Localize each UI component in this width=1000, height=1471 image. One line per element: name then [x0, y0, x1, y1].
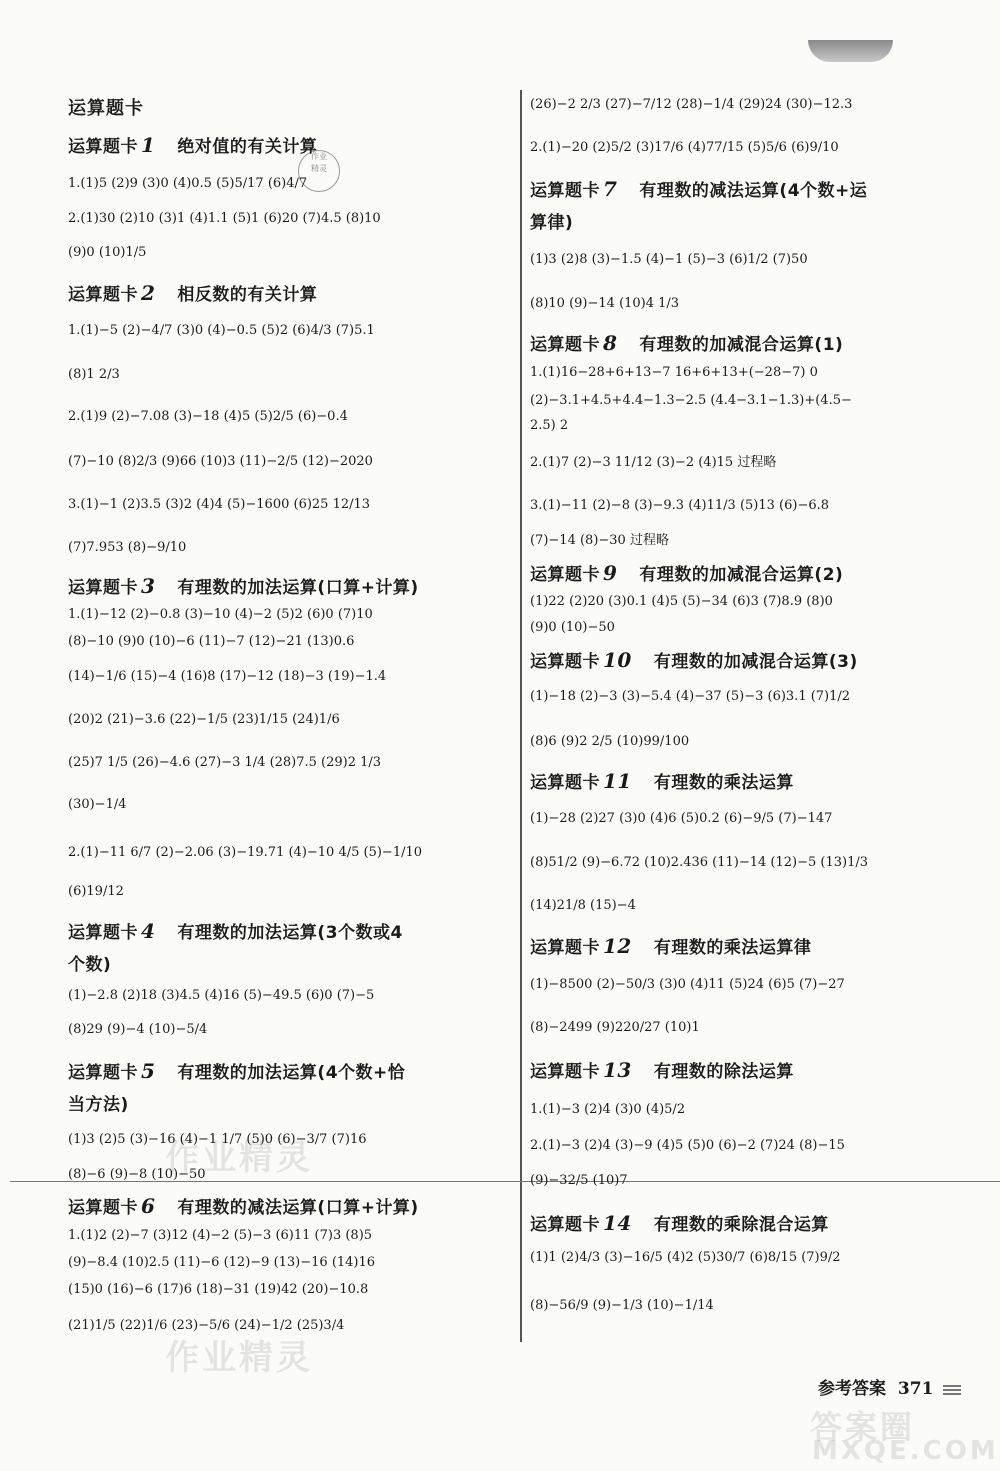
section-name: 有理数的减法运算(4个数+运: [639, 181, 868, 201]
section-label: 运算题卡: [530, 1215, 600, 1235]
section-title: [530, 1210, 970, 1238]
answer-line: (8)1 2/3: [68, 367, 120, 382]
section-label: 运算题卡: [530, 938, 600, 958]
section-number: 10: [603, 648, 632, 672]
answer-line: (1)−8500 (2)−50/3 (3)0 (4)11 (5)24 (6)5 (7)−27: [530, 977, 845, 992]
section-title: [530, 768, 970, 796]
answer-line: (7)−14 (8)−30 过程略: [530, 533, 669, 548]
answer-line: (8)−6 (9)−8 (10)−50: [68, 1167, 206, 1182]
section-name: 有理数的减法运算(口算+计算): [177, 1198, 419, 1218]
footer-bar-icon: [943, 1383, 961, 1395]
section-number: 1: [141, 133, 156, 157]
watermark-mark: 作业精灵: [165, 1138, 313, 1178]
answer-line: (1)−18 (2)−3 (3)−5.4 (4)−37 (5)−3 (6)3.1 (7)1/2: [530, 689, 851, 704]
section-name: 绝对值的有关计算: [177, 137, 318, 157]
answer-line: (30)−1/4: [68, 797, 127, 812]
page-footer: [818, 1374, 961, 1399]
section-number: 12: [603, 934, 632, 958]
answer-line: (14)21/8 (15)−4: [530, 898, 636, 913]
answer-line: 1.(1)2 (2)−7 (3)12 (4)−2 (5)−3 (6)11 (7)3 (8)5: [68, 1228, 373, 1243]
answer-line: 2.5) 2: [530, 418, 569, 433]
section-number: 3: [141, 574, 156, 598]
section-number: 13: [603, 1058, 632, 1082]
section-name: 有理数的加减混合运算(1): [639, 335, 844, 355]
answer-line: (1)22 (2)20 (3)0.1 (4)5 (5)−34 (6)3 (7)8.9 (8)0: [530, 594, 833, 609]
section-number: 5: [141, 1059, 156, 1083]
answer-line: 2.(1)−11 6/7 (2)−2.06 (3)−19.71 (4)−10 4/5 (5)−1/10: [68, 845, 423, 860]
answer-line: 1.(1)−3 (2)4 (3)0 (4)5/2: [530, 1102, 686, 1117]
page-title: 运算题卡: [68, 98, 144, 119]
page-number: 371: [897, 1379, 934, 1399]
answer-line: (7)7.953 (8)−9/10: [68, 540, 187, 555]
answer-line: (8)6 (9)2 2/5 (10)99/100: [530, 734, 690, 749]
answer-line: (25)7 1/5 (26)−4.6 (27)−3 1/4 (28)7.5 (29)2 1/3: [68, 755, 382, 770]
answer-line: (21)1/5 (22)1/6 (23)−5/6 (24)−1/2 (25)3/4: [68, 1318, 345, 1333]
handwritten-stamp: 作业 精灵: [298, 150, 340, 192]
section-title: [68, 132, 518, 160]
answer-line: 2.(1)7 (2)−3 11/12 (3)−2 (4)15 过程略: [530, 455, 777, 470]
answer-line: (8)−2499 (9)220/27 (10)1: [530, 1020, 700, 1035]
answer-line: 2.(1)−3 (2)4 (3)−9 (4)5 (5)0 (6)−2 (7)24 (8)−15: [530, 1138, 845, 1153]
answer-line: (1)−28 (2)27 (3)0 (4)6 (5)0.2 (6)−9/5 (7)−147: [530, 811, 833, 826]
section-number: 8: [603, 331, 618, 355]
answer-line: 2.(1)−20 (2)5/2 (3)17/6 (4)77/15 (5)5/6 (6)9/10: [530, 140, 839, 155]
section-title: [68, 280, 518, 308]
section-title: [530, 176, 970, 204]
answer-line: (2)−3.1+4.5+4.4−1.3−2.5 (4.4−3.1−1.3)+(4.5−: [530, 393, 852, 408]
answer-line: (1)1 (2)4/3 (3)−16/5 (4)2 (5)30/7 (6)8/15 (7)9/2: [530, 1250, 841, 1265]
section-title: [68, 918, 518, 946]
section-number: 4: [141, 919, 156, 943]
section-label: 运算题卡: [530, 565, 600, 585]
section-title: [530, 560, 970, 588]
answer-line: 1.(1)−12 (2)−0.8 (3)−10 (4)−2 (5)2 (6)0 (7)10: [68, 607, 373, 622]
section-title-continued: 算律): [530, 213, 574, 233]
answer-line: (6)19/12: [68, 884, 124, 899]
section-number: 11: [603, 769, 632, 793]
answer-line: (8)10 (9)−14 (10)4 1/3: [530, 296, 680, 311]
corner-tab-decoration: [808, 40, 893, 62]
section-label: 运算题卡: [68, 1063, 138, 1083]
section-name: 有理数的加法运算(3个数或4: [177, 923, 403, 943]
answer-line: (9)−8.4 (10)2.5 (11)−6 (12)−9 (13)−16 (14)16: [68, 1255, 376, 1270]
answer-line: (9)0 (10)−50: [530, 620, 615, 635]
section-number: 14: [603, 1211, 632, 1235]
answer-line: 3.(1)−1 (2)3.5 (3)2 (4)4 (5)−1600 (6)25 12/13: [68, 497, 371, 512]
section-title-continued: 个数): [68, 955, 112, 975]
section-title-continued: 当方法): [68, 1095, 129, 1115]
page-label: 参考答案: [818, 1379, 886, 1399]
answer-line: 1.(1)−5 (2)−4/7 (3)0 (4)−0.5 (5)2 (6)4/3 (7)5.1: [68, 323, 375, 338]
answer-line: (8)29 (9)−4 (10)−5/4: [68, 1022, 208, 1037]
section-label: 运算题卡: [530, 652, 600, 672]
section-title: [530, 1057, 970, 1085]
watermark-mark: 作业精灵: [165, 1338, 313, 1378]
answer-line: (15)0 (16)−6 (17)6 (18)−31 (19)42 (20)−10.8: [68, 1282, 369, 1297]
answer-line: 2.(1)9 (2)−7.08 (3)−18 (4)5 (5)2/5 (6)−0.4: [68, 409, 348, 424]
answer-line: 1.(1)16−28+6+13−7 16+6+13+(−28−7) 0: [530, 365, 818, 380]
section-number: 7: [603, 177, 618, 201]
section-title: [68, 573, 518, 601]
answer-line: (8)−10 (9)0 (10)−6 (11)−7 (12)−21 (13)0.6: [68, 634, 355, 649]
answer-line: (1)−2.8 (2)18 (3)4.5 (4)16 (5)−49.5 (6)0 (7)−5: [68, 988, 375, 1003]
answer-line: (7)−10 (8)2/3 (9)66 (10)3 (11)−2/5 (12)−2020: [68, 454, 373, 469]
answer-line: (1)3 (2)8 (3)−1.5 (4)−1 (5)−3 (6)1/2 (7)50: [530, 252, 808, 267]
section-name: 有理数的乘法运算律: [653, 938, 812, 958]
answer-line: 1.(1)5 (2)9 (3)0 (4)0.5 (5)5/17 (6)4/7: [68, 176, 308, 191]
answer-line: (9)0 (10)1/5: [68, 245, 147, 260]
section-label: 运算题卡: [530, 335, 600, 355]
section-label: 运算题卡: [530, 181, 600, 201]
section-title: [68, 1193, 518, 1221]
section-label: 运算题卡: [530, 773, 600, 793]
answer-line: (9)−32/5 (10)7: [530, 1173, 628, 1188]
section-title: [530, 330, 970, 358]
answer-line: 2.(1)30 (2)10 (3)1 (4)1.1 (5)1 (6)20 (7)4.5 (8)10: [68, 211, 381, 226]
section-label: 运算题卡: [68, 137, 138, 157]
section-name: 有理数的加减混合运算(2): [639, 565, 844, 585]
section-title: [530, 647, 970, 675]
section-number: 6: [141, 1194, 156, 1218]
section-number: 2: [141, 281, 156, 305]
section-title: [68, 1058, 518, 1086]
section-name: 有理数的加法运算(4个数+恰: [177, 1063, 406, 1083]
answer-line: (8)−56/9 (9)−1/3 (10)−1/14: [530, 1298, 714, 1313]
answer-line: (26)−2 2/3 (27)−7/12 (28)−1/4 (29)24 (30)−12.3: [530, 97, 853, 112]
section-number: 9: [603, 561, 618, 585]
section-label: 运算题卡: [68, 285, 138, 305]
section-label: 运算题卡: [68, 578, 138, 598]
answer-line: (8)51/2 (9)−6.72 (10)2.436 (11)−14 (12)−5 (13)1/3: [530, 855, 868, 870]
answer-line: (1)3 (2)5 (3)−16 (4)−1 1/7 (5)0 (6)−3/7 (7)16: [68, 1132, 367, 1147]
section-name: 有理数的加法运算(口算+计算): [177, 578, 419, 598]
answer-line: (20)2 (21)−3.6 (22)−1/5 (23)1/15 (24)1/6: [68, 712, 340, 727]
answer-line: (14)−1/6 (15)−4 (16)8 (17)−12 (18)−3 (19)−1.4: [68, 669, 387, 684]
section-label: 运算题卡: [68, 1198, 138, 1218]
watermark-mark: 答案圈: [810, 1408, 916, 1446]
column-divider: [520, 90, 522, 1342]
section-title: [530, 933, 970, 961]
answer-line: 3.(1)−11 (2)−8 (3)−9.3 (4)11/3 (5)13 (6)−6.8: [530, 498, 830, 513]
section-name: 相反数的有关计算: [177, 285, 318, 305]
section-label: 运算题卡: [68, 923, 138, 943]
section-name: 有理数的乘法运算: [653, 773, 794, 793]
section-name: 有理数的乘除混合运算: [653, 1215, 829, 1235]
section-label: 运算题卡: [530, 1062, 600, 1082]
watermark-mark: MXQE.COM: [812, 1436, 999, 1466]
section-name: 有理数的加减混合运算(3): [653, 652, 858, 672]
section-name: 有理数的除法运算: [653, 1062, 794, 1082]
